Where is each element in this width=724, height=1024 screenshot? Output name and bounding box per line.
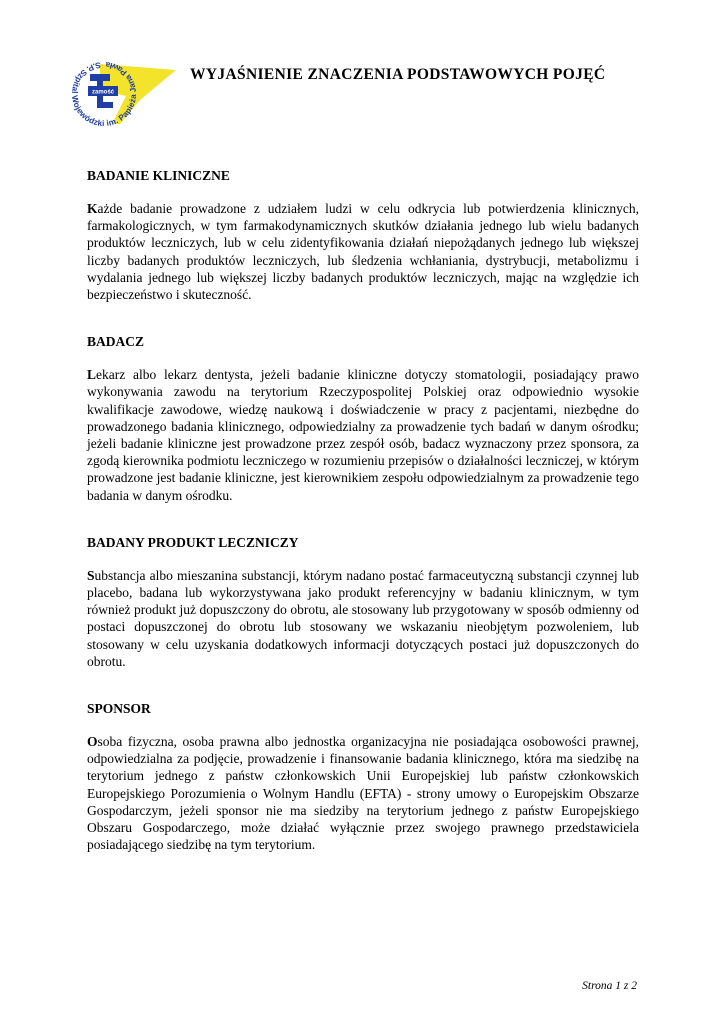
section-heading: BADACZ xyxy=(87,334,145,350)
section-paragraph xyxy=(87,733,639,853)
hospital-logo xyxy=(64,50,176,130)
section-heading: BADANIE KLINICZNE xyxy=(87,168,230,183)
section-sponsor xyxy=(87,701,639,853)
initial-letter: O xyxy=(87,734,98,750)
paragraph-text: ekarz albo lekarz dentysta, jeżeli badanie kliniczne dotyczy stomatologii, posiadający prawo wykonywania zawodu na terytorium Rzeczypospolitej Polskiej oraz odpowiednio wysokie kwalifikacje zawodowe, wiedzę naukową i doświadczenie w pracy z pacjentami, niezbędne do prowadzonego badania klinicznego, odpowiedzialny za prowadzenie tych badań w danym ośrodku; jeżeli badanie kliniczne jest prowadzone przez zespół osób, badacz wyznaczony przez sponsora, za zgodą kierownika podmiotu leczniczego w rozumieniu przepisów o działalności leczniczej, w którym prowadzone jest badanie kliniczne, jest kierownikiem zespołu odpowiedzialnym za prowadzenie tego badania w danym ośrodku. xyxy=(87,367,639,503)
section-badacz xyxy=(87,334,639,504)
document-body xyxy=(87,168,639,884)
paragraph-text: ażde badanie prowadzone z udziałem ludzi w celu odkrycia lub potwierdzenia klinicznych, farmakologicznych, w tym farmakodynamicznych skutków działania jednego lub wielu badanych produktów leczniczych, lub w celu zidentyfikowania działań niepożądanych jednego lub większej liczby badanych produktów leczniczych, lub śledzenia wchłaniania, dystrybucji, metabolizmu i wydalania jednego lub większej liczby badanych produktów leczniczych, mając na względzie ich bezpieczeństwo i skuteczność. xyxy=(87,201,639,303)
section-badany-produkt-leczniczy xyxy=(87,535,639,670)
paragraph-text: ubstancja albo mieszanina substancji, którym nadano postać farmaceutyczną substancji czynnej lub placebo, badana lub wykorzystywana jako produkt referencyjny w badaniu klinicznym, w tym również produkt już dopuszczony do obrotu, ale stosowany lub przygotowany w sposób odmienny od postaci dopuszczonej do obrotu lub stosowany we wskazaniu nieobjętym pozwoleniem, lub stosowany w celu uzyskania dodatkowych informacji dotyczących postaci już dopuszczonych do obrotu. xyxy=(87,567,639,669)
section-paragraph xyxy=(87,366,639,504)
section-heading: SPONSOR xyxy=(87,701,151,717)
svg-text:S.P. Szpital Wojewódzki im. Pa: S.P. Szpital Wojewódzki im. Papieża Jana Pawła xyxy=(69,59,139,129)
initial-letter: K xyxy=(87,201,98,216)
section-heading: BADANY PRODUKT LECZNICZY xyxy=(87,534,299,550)
page-title: WYJAŚNIENIE ZNACZENIA PODSTAWOWYCH POJĘĆ xyxy=(190,66,606,83)
paragraph-text: soba fizyczna, osoba prawna albo jednostka organizacyjna nie posiadająca osobowości prawnej, odpowiedzialna za podjęcie, prowadzenie i finansowanie badania klinicznego, która ma siedzibę na terytorium jednego z państw członkowskich Unii Europejskiej lub państw członkowskich Europejskiego Porozumienia o Wolnym Handlu (EFTA) - strony umowy o Europejskim Obszarze Gospodarczym, jeżeli sponsor nie ma siedziby na terytorium jednego z państw Europejskiego Obszaru Gospodarczego, może działać wyłącznie przez swojego prawnego przedstawiciela posiadającego siedzibę na tym terytorium. xyxy=(87,734,639,853)
section-paragraph xyxy=(87,200,639,303)
section-badanie-kliniczne xyxy=(87,168,639,303)
initial-letter: L xyxy=(87,367,97,383)
section-paragraph xyxy=(87,567,639,670)
hospital-logo-emblem-icon xyxy=(64,50,176,130)
page-number: Strona 1 z 2 xyxy=(582,980,637,992)
initial-letter: S xyxy=(87,567,95,583)
svg-text:zamość: zamość xyxy=(91,89,115,96)
